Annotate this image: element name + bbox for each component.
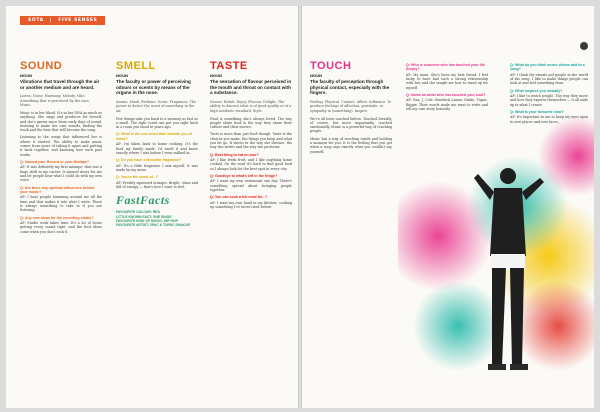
- touch-column: [310, 60, 392, 157]
- touch-definition: The faculty of perception through physical contact, especially with the fingers.: [310, 79, 390, 96]
- taste-title: TASTE: [210, 60, 248, 72]
- smell-question-3: Q: You're the scent of...?: [116, 175, 159, 180]
- taste-body-2: Taste is more than just food though. Taste is the choices you make, the things you keep and what you let go. It shows in the way she dresses, the way she writes and the way she performs.: [210, 132, 292, 150]
- sight-answer-2: AP: I like to watch people. The way they move and how they express themselves — it all ends up in what I create.: [510, 94, 588, 107]
- smell-question-2: Q: Do you have a favourite fragrance?: [116, 158, 182, 163]
- touch-pos: NOUN: [310, 74, 322, 78]
- tag-left: SOTA: [28, 18, 44, 23]
- smell-body-1: Few things take you back to a memory as fast as a smell. The right scent can put you right back in a room you stood in years ago.: [116, 116, 198, 130]
- touch-synonyms: Feeling. Physical. Contact. Affect. Influence. To produce feelings of affection, gratitude, or sympathy in (something). Inspire.: [310, 99, 392, 113]
- smell-pos: NOUN: [116, 74, 128, 78]
- tag-separator: |: [49, 18, 53, 23]
- touch-answer-1: AP: My mum. She's been my best friend. I feel lucky to have had such a strong relationship with her, and she taught me how to stand up for myself.: [406, 72, 488, 90]
- touch-title: TOUCH: [310, 60, 352, 72]
- touch-body-1: We've all been touched before. Touched literally, of course, but more importantly, touched emotionally. Music is a powerful way of reaching people.: [310, 116, 392, 134]
- left-page: [6, 6, 298, 408]
- smell-column: [116, 60, 198, 228]
- right-page: [302, 6, 594, 408]
- sight-question-2: Q: What inspires you visually?: [510, 88, 563, 93]
- tag-right: FIVE SENSES: [58, 18, 98, 23]
- taste-answer-1: AP: I like fresh fruit, and I like anything home cooked. On the road it's hard to find good food so I always look for the best spot in every city.: [210, 158, 292, 171]
- fast-fact: LITTLE KNOWN FACT: SHE SINGS: [116, 214, 172, 219]
- sound-question-3: Q: Any new ideas for the recording studio?: [20, 215, 94, 220]
- fast-fact: FAVOURITE COLOUR: RED: [116, 210, 161, 215]
- sound-definition: Vibrations that travel through the air or another medium and are heard.: [20, 79, 100, 90]
- taste-question-3: Q: You can cook a full meal for...?: [210, 195, 268, 200]
- taste-pos: NOUN: [210, 74, 222, 78]
- section-tag: [20, 16, 105, 25]
- fast-facts-title: FastFacts: [116, 193, 170, 208]
- smell-answer-2: AP: It's a little fragrance I mix myself. It was made by my mum.: [116, 163, 198, 172]
- sight-question-3: Q: What is your favourite view?: [510, 110, 564, 114]
- sight-qa-column: [510, 60, 588, 127]
- touch-question-2: Q: Name an artist who has touched your soul?: [406, 93, 486, 97]
- sound-answer-2: AP: I hear people humming around me all the time and that makes it into what I write. There is always something to take in if you are listening.: [20, 195, 102, 213]
- sound-title: SOUND: [20, 60, 63, 72]
- sound-pos: NOUN: [20, 74, 32, 78]
- page-marker-icon: [580, 42, 588, 50]
- touch-answer-2: AP: Nas, J. Cole, Kendrick Lamar, Drake, Tupac, Biggie. Their words made me want to write and tell my own story honestly.: [406, 98, 488, 111]
- sound-body-1: Music is in her blood. It's in her DNA as much as anything. She sings and produces for herself, and she's grown since those early days of sound, learning to make her own sounds, finding the track and the beat that will become the song.: [20, 110, 102, 133]
- taste-definition: The sensation of flavour perceived in the mouth and throat on contact with a substance.: [210, 79, 292, 96]
- fast-facts-box: [116, 193, 198, 228]
- taste-column: [210, 60, 292, 212]
- sound-question-1: Q: Named your Record or your Mixtape?: [20, 159, 90, 164]
- sound-answer-3: AP: Studio work takes time. It's a lot of hours getting every sound right, and the best ideas come when you don't rush it.: [20, 220, 102, 234]
- smell-answer-3: AP: Freshly squeezed oranges. Bright, clean and full of energy — that's how I want to feel.: [116, 180, 198, 189]
- smell-title: SMELL: [116, 60, 156, 72]
- fast-fact: FAVOURITE KIND OF MUSIC: HIP HOP: [116, 218, 178, 223]
- sound-synonyms: Listen. Noise. Harmony. Melody. Vibe. Something that is perceived by the ears. Music.: [20, 94, 90, 108]
- smell-synonyms: Aroma. Musk. Perfume. Scent. Fragrance. The power to detect the scent of something in the air.: [116, 99, 197, 113]
- taste-body-1: Food is something she's always loved. The way people share food is the way they share their culture and their stories.: [210, 116, 292, 130]
- sight-question-1: Q: What do you think music videos add to a song?: [510, 63, 585, 72]
- sound-body-2: Listening to the songs that influenced her is where it started. The ability to make music comes from years of taking it apart and putting it back together, and knowing how each part works.: [20, 135, 102, 157]
- fast-fact: FAVOURITE ARTIST: 2PAC & TUPAC SHAKUR: [116, 223, 190, 228]
- touch-body-2: Music has a way of reaching inside and holding a moment for you. It is the feeling that you get when a song says exactly what you couldn't say yourself.: [310, 136, 392, 154]
- taste-answer-2: AP: I want my own restaurant one day. There's something special about bringing people together.: [210, 179, 292, 192]
- smell-question-1: Q: What is the one smell that reminds you of home?: [116, 132, 193, 141]
- taste-question-2: Q: Goodbye to what's left in the fridge?: [210, 173, 278, 178]
- sound-question-2: Q: Are there any spiritual influences behind your music?: [20, 185, 95, 194]
- taste-question-1: Q: Best thing to eat on tour?: [210, 152, 259, 157]
- sound-answer-1: AP: It was definitely my first mixtape; that was a huge shift in my career. It opened doors for me and let people hear what I could do with my own voice.: [20, 165, 102, 183]
- smell-answer-1: AP: I'm taken back to home cooking. It's the food my family made. I'd smell it and know exactly where I was before I even walked in.: [116, 142, 198, 155]
- touch-question-1: Q: Who is someone who has touched your life deeply?: [406, 63, 485, 72]
- sound-column: [20, 60, 102, 237]
- taste-synonyms: Savour. Relish. Enjoy. Flavour. Delight. The ability to discern what is of good quality or of a high aesthetic standard. Style.: [210, 99, 292, 113]
- smell-definition: The faculty or power of perceiving odours or scents by means of the organs in the nose.: [116, 79, 191, 96]
- taste-answer-3: AP: I want my own band in my kitchen, cooking up something I've never tried before.: [210, 200, 292, 209]
- sight-answer-3: AP: It's important to me to keep my eyes open to new places and new faces.: [510, 115, 588, 124]
- sight-answer-1: AP: I think the visuals put people in the world of the song. I like to make things people can look at and feel something from.: [510, 72, 588, 86]
